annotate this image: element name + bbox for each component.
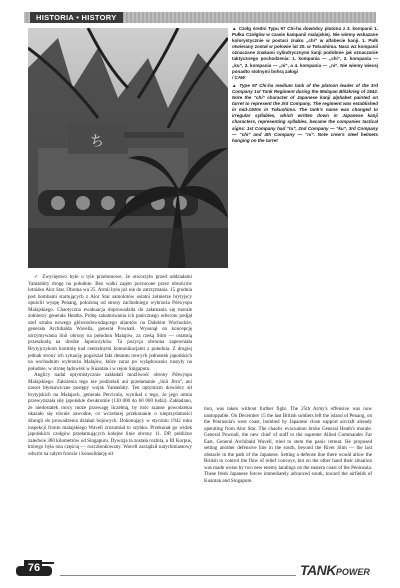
tank-photo-image — [28, 28, 228, 268]
caption-credit: / CAW — [232, 74, 246, 80]
caption-polish: ▲ Czołg średni Typu 97 Chi-ha dowódcy plutonu z 3. kompanii 1. Pułku Czołgów w czasie kampanii malajskiej. Nie wiemy wskazane kolorystycznie w postaci znaku „chi” w alfabecie kanji. 1. Pułk otwierany został w połowie lat 20. w Tokushima. Nasz wz kompanii oznaczane znakami cylindrycznymi kanji podobnie jak oznaczanie taktycznego pochodzenia: 1. kompania — „chi”, 2. kompania — „ku”, 3. kompania — „ni”, a 4. kompania — „ni”. Nie wiemy wiecej ponadto stolnymi bohrą załogi — [232, 26, 378, 74]
footer-divider — [60, 575, 296, 576]
paragraph: ✓ Zwycięstwo było o tyle przełomowe, że otworzyło przed oddziałami Yamashity drogę na południe. Bez walki zajęto porzucone przez obrońców lotnisko Alor Star. Obrona wa 25. Armii była już nie do zatrzymania. 15 grudnia pod bombami startujących z Alor Star samolotów ostatni żołnierze brytyjscy opuścili wyspę Penang, położoną od strony zachodniego wybrzeża Półwyspu Malajskiego. Chaotyczna ewakuacja doprowadziła do załamania się morale żołnierzy generała Heatha. Próbę zahamowania ich panicznego odwrotu podjął szef sztabu nowego głównodowodzącego aliantów na Dalekim Wschodzie, generała Archibalda Wavella, generał Pownall. Wysunął on koncepcję utrzymywania linii obrony na południu Malajów, za rzeką Slim — ostatnią przeszkodą na drodze Japończyków. Ta pozycja obronna zapewniała Brytyjczykom kontrolę nad centralnymi komunikacjami z południa. Z drugiej jednak strony ich sytuację pogarszał fakt desantu nowych jednostek japońskich na wschodnim wybrzeżu Malajów, które zaraz po wylądowaniu ruszyły na południe, w stronę lądowisk w Kuantan i w rejon Singapuru. — [28, 274, 192, 372]
paragraph: Anglicy nadal optymistycznie zakładali możliwość obrony Półwyspu Malajskiego. Założenia tego nie podzielali ani przełamanie „linii Jitra”, ani nawet błyskawiczne postępy wojsk Yamashity. Ten optymizm dowódcy sił brytyjskich na Malajach, generała Percivala, wynikał z tego, że jego armia przewyższała siły japońskie dwukrotnie (130 000 do 60 000 ludzi). Zakładano, że niedostatek mocy może przewagę liczebną, by móc szanse powodzenia okazało się równie zawodne, co wcześniej przekonanie o nieprzydatności dżungli do prowadzenia działań bojowych. Dokonujący w styczniu 1942 roku inspekcji frontu malajskiego Wavell zrozumiał to szybko. Przekonał go widok japońskich czołgów przełamujących kolejne linie obrony 11. DP, pobliżno zaledwie 380 kilometrów od Singapuru. Dywizja ta została rozbita, a III Korpus, którego była ona częścią — rozczłonkowany. Wavell zarządził natychmiastowy odwrót na całym froncie i konsolidację sił — [28, 372, 192, 457]
caption-1 — [232, 26, 378, 144]
body-column-polish — [28, 274, 192, 457]
logo-sub: POWER — [335, 567, 370, 577]
tank-photo — [28, 28, 228, 268]
page-number: 76 — [27, 562, 41, 574]
body-column-english — [204, 406, 372, 485]
svg-text:ち: ち — [90, 135, 104, 150]
photo-captions — [232, 26, 378, 158]
caption-english: ▲ Type 97 Chi-ha medium tank of the platoon leader of the 3rd Company 1st Tank Regiment during the Malayan Blitzkrieg of 1942. Note the “chi” character of Japanese kanji alphabet painted on turret to represent the 3rd Company. The regiment was established in mid-1920s in Tokushima. The tank's name was changed to irregular syllables, which written down in Japanese kanji characters, representing syllables, became the companies tactical signs: 1st Company had “tu”, 2nd Company — “ku”, 3rd Company — “chi” and 4th Company — “ni”. Note crew's steel helmets hanging on the turret — [232, 82, 378, 143]
magazine-logo — [300, 562, 370, 578]
logo-main: TANK — [300, 562, 336, 578]
section-title: HISTORIA • HISTORY — [30, 12, 123, 23]
paragraph: tion, was taken without further fight. The 25th Army's offensive was now unstoppable. On December 15 the last British soldiers left the island of Penang, on the Peninsula's west coast, bombed by Japanese close support aircraft already operating from Alor Star. The chaotic evacuation broke General Heath's morale. General Pownall, the new chief of staff to the supreme Allied Commander Far East, General Archibald Wavell, tried to stem the panic retreat. He proposed setting another defensive line in the south, beyond the River Slim — the last obstacle in the path of the Japanese. Setting a defense line there would allow the British to control the flow of relief convoys, but on the other hand their situation was made worse by two new enemy landings on the eastern coast of the Peninsula. These fresh Japanese forces immediately advanced south, toward the airfields of Kuantan and Singapore. — [204, 406, 372, 485]
